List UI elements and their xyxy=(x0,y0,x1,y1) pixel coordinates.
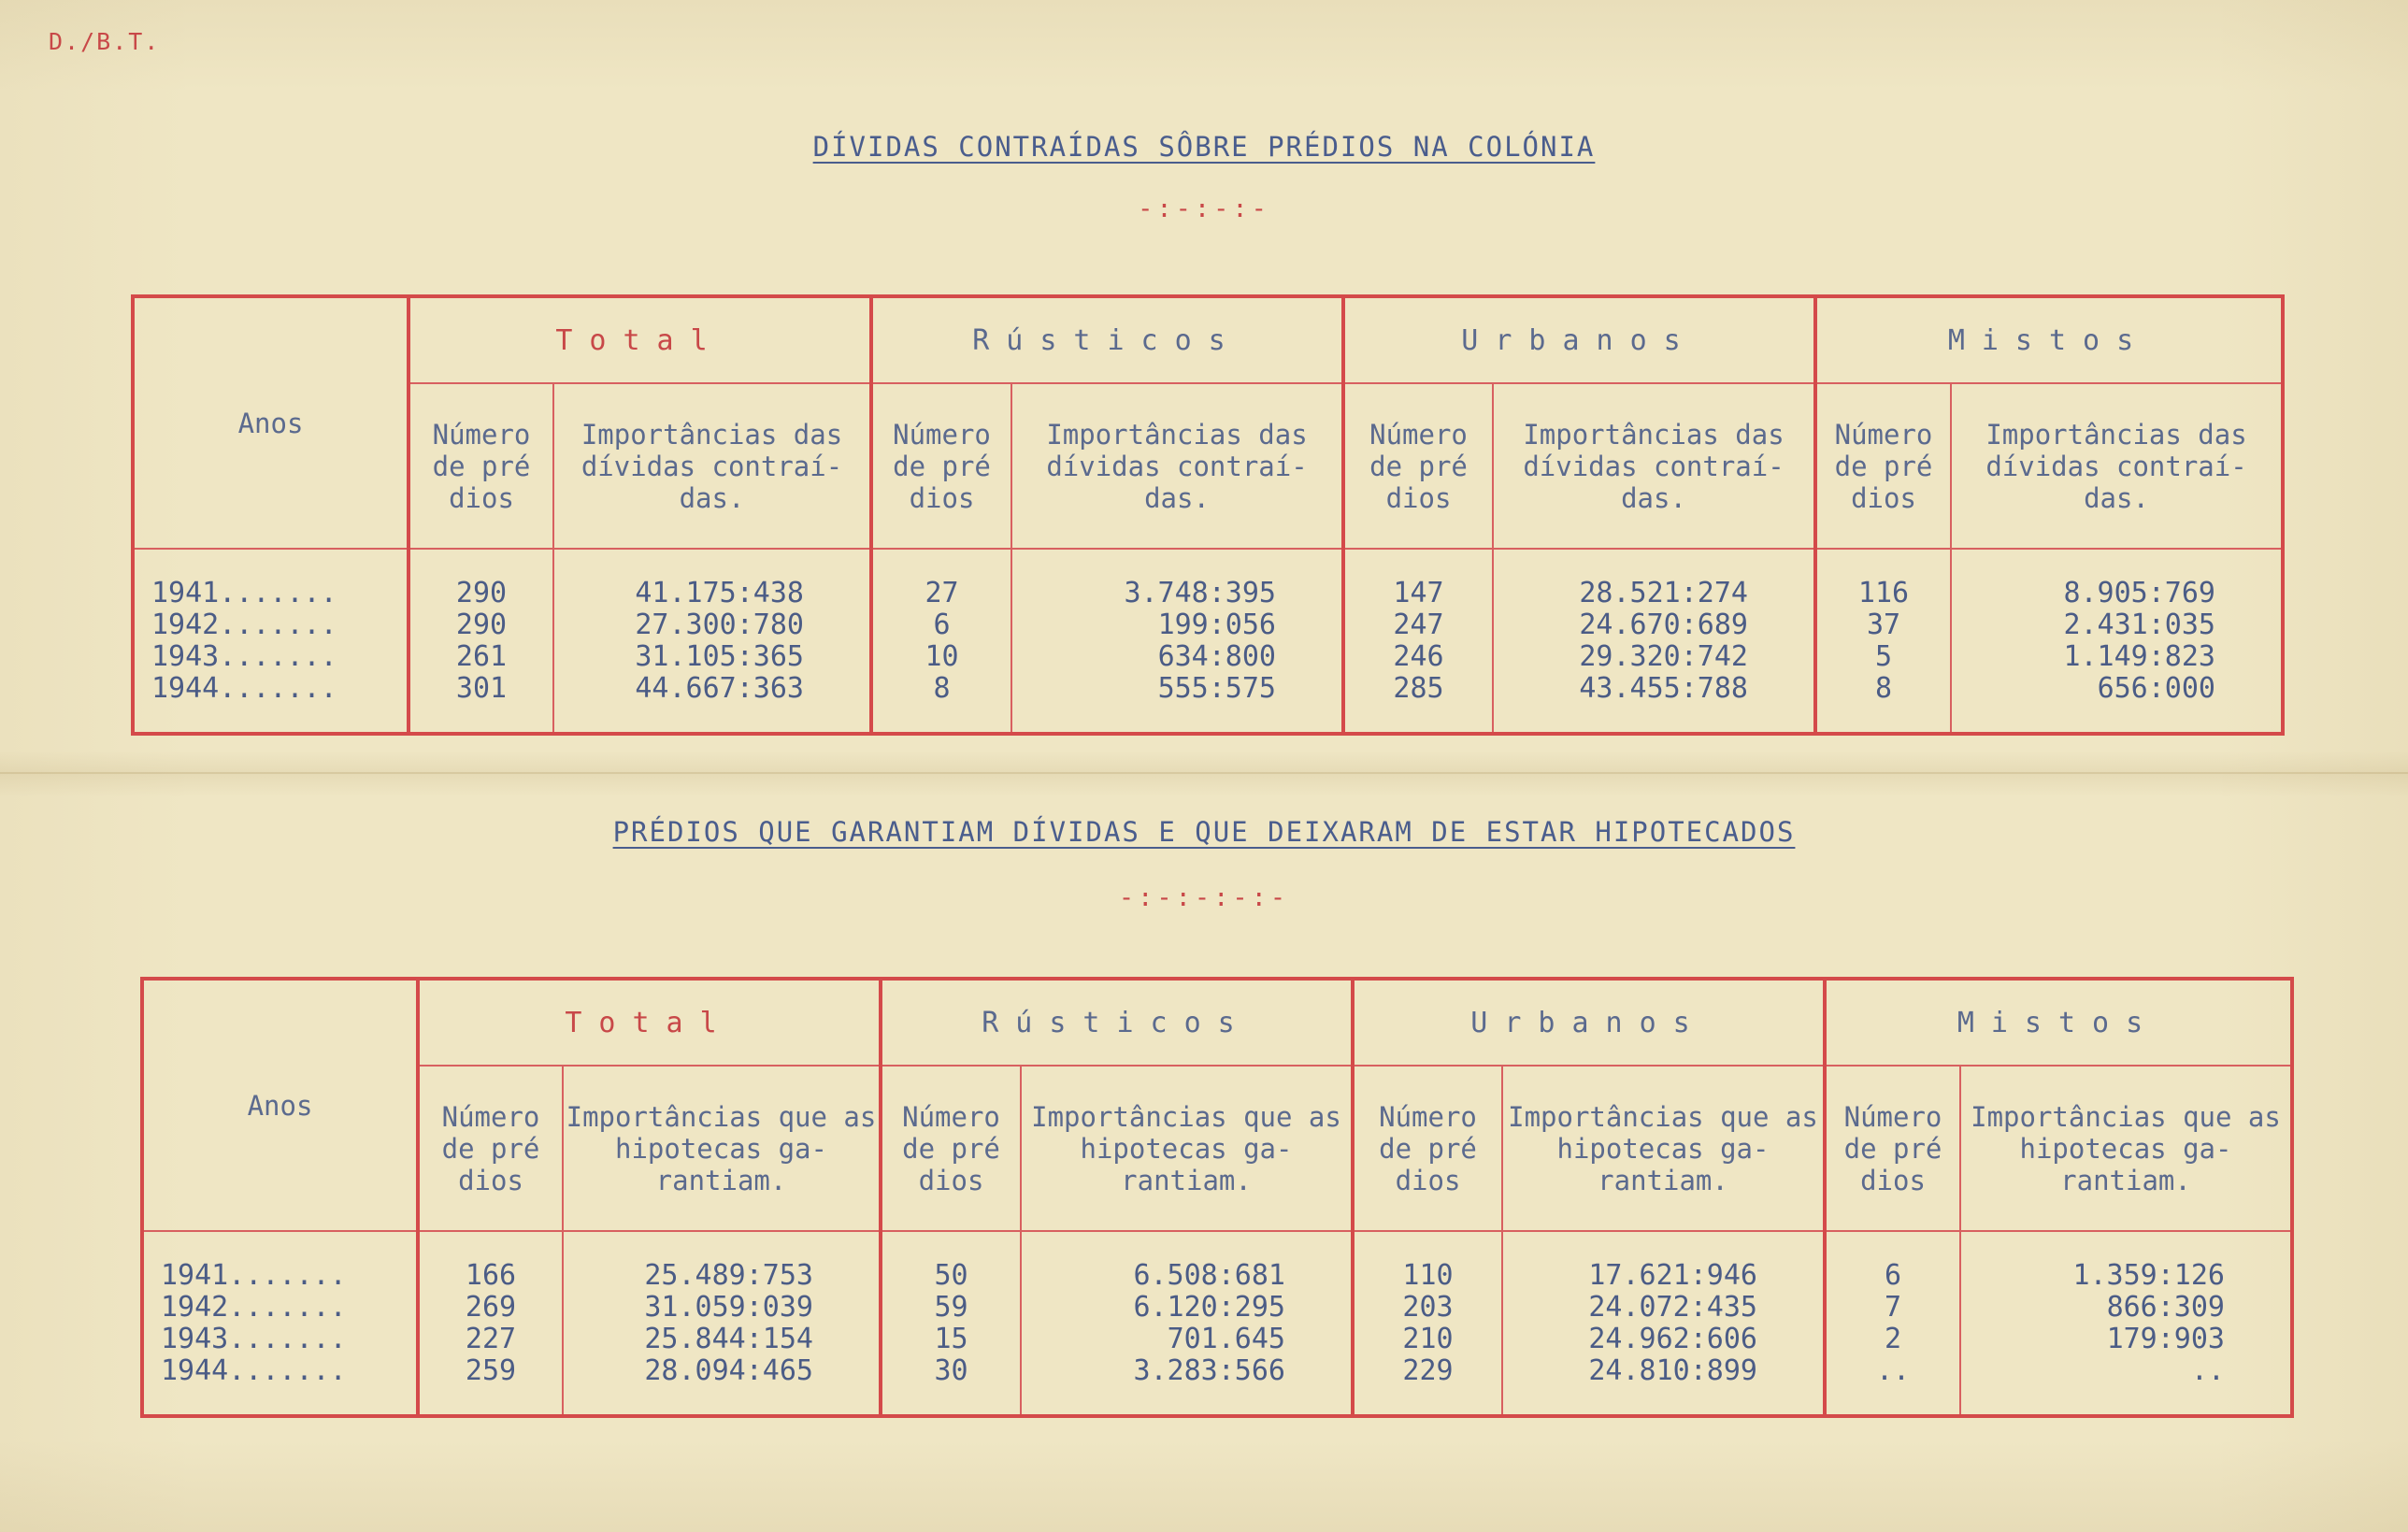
table1-mist-number-value: 5 xyxy=(1874,639,1893,673)
table2-mist-number-value: 7 xyxy=(1884,1290,1902,1324)
table1-rust-amount-value: 3.748:395 xyxy=(1124,576,1276,609)
table1-mist-amount-value: 656:000 xyxy=(2097,671,2215,705)
table2-mist-amount-value: .. xyxy=(2190,1353,2225,1387)
table2-header-total-amount: Importâncias que as hipotecas ga- rantiam. xyxy=(563,1066,881,1231)
table1-urb-number-value: 247 xyxy=(1393,608,1444,641)
table1-mist-number-value: 8 xyxy=(1874,671,1893,705)
table2-mist-number-value: .. xyxy=(1875,1353,1911,1387)
table1-urb-amount-value: 24.670:689 xyxy=(1579,608,1748,641)
table2-rust-amount-value: 6.120:295 xyxy=(1133,1290,1285,1324)
table1-mist-number-value: 37 xyxy=(1866,608,1901,641)
table1-urb-number-cell xyxy=(1343,549,1493,734)
table1-urb-amount-value: 29.320:742 xyxy=(1579,639,1748,673)
table2-total-number-value: 227 xyxy=(465,1322,517,1355)
table2-urb-amount-value: 17.621:946 xyxy=(1588,1258,1757,1292)
table2-total-amount-value: 25.844:154 xyxy=(644,1322,813,1355)
table1-header-total-amount: Importâncias das dívidas contraí- das. xyxy=(553,383,871,549)
table2-urb-number-value: 210 xyxy=(1402,1322,1454,1355)
table1-rust-number-value: 27 xyxy=(924,576,959,609)
table2-total-amount-value: 28.094:465 xyxy=(644,1353,813,1387)
table1-years-header: Anos xyxy=(133,296,408,549)
table2-years-value: 1942....... xyxy=(161,1290,347,1324)
table1-rust-number-value: 10 xyxy=(924,639,959,673)
table2-rust-number-value: 30 xyxy=(934,1353,968,1387)
table1-years-value: 1942....... xyxy=(151,608,337,641)
table2-rust-number-value: 59 xyxy=(934,1290,968,1324)
paper-fold xyxy=(0,772,2408,774)
table2-group-rusticos: Rústicos xyxy=(881,979,1353,1066)
table1-header-total-number: Número de pré dios xyxy=(408,383,553,549)
table1-mist-number-cell xyxy=(1815,549,1951,734)
table2-urb-amount-value: 24.072:435 xyxy=(1588,1290,1757,1324)
table1-header-urb-amount: Importâncias das dívidas contraí- das. xyxy=(1493,383,1815,549)
table2 xyxy=(140,977,2294,1418)
table2-rust-number-value: 15 xyxy=(934,1322,968,1355)
table1-rust-amount-value: 634:800 xyxy=(1157,639,1276,673)
table1-urb-amount-value: 43.455:788 xyxy=(1579,671,1748,705)
table1-header-rust-number: Número de pré dios xyxy=(871,383,1011,549)
table2-group-mistos: Mistos xyxy=(1825,979,2292,1066)
document-reference: D./B.T. xyxy=(49,28,161,55)
table2-header-urb-amount: Importâncias que as hipotecas ga- rantiam. xyxy=(1502,1066,1825,1231)
table1-years-cell xyxy=(133,549,408,734)
table1-mist-amount-value: 1.149:823 xyxy=(2063,639,2215,673)
table2-urb-number-value: 110 xyxy=(1402,1258,1454,1292)
table2-urb-amount-value: 24.810:899 xyxy=(1588,1353,1757,1387)
table1-rust-number-value: 8 xyxy=(933,671,951,705)
table2-mist-amount-value: 866:309 xyxy=(2106,1290,2225,1324)
table1-group-urbanos: Urbanos xyxy=(1343,296,1815,383)
table1-urb-amount-value: 28.521:274 xyxy=(1579,576,1748,609)
table2-group-urbanos: Urbanos xyxy=(1353,979,1825,1066)
table1-total-amount-value: 31.105:365 xyxy=(635,639,804,673)
table2-rust-amount-value: 6.508:681 xyxy=(1133,1258,1285,1292)
table2-urb-number-cell xyxy=(1353,1231,1502,1416)
table2-urb-number-value: 229 xyxy=(1402,1353,1454,1387)
table2-total-number-value: 166 xyxy=(465,1258,517,1292)
table2-urb-amount-cell xyxy=(1502,1231,1825,1416)
table2-urb-number-value: 203 xyxy=(1402,1290,1454,1324)
table2-urb-amount-value: 24.962:606 xyxy=(1588,1322,1757,1355)
table2-header-total-number: Número de pré dios xyxy=(418,1066,563,1231)
table1-years-value: 1944....... xyxy=(151,671,337,705)
table2-years-value: 1941....... xyxy=(161,1258,347,1292)
table2-rust-amount-cell xyxy=(1021,1231,1353,1416)
table1 xyxy=(131,294,2285,736)
table1-total-number-value: 290 xyxy=(455,576,508,609)
table2-years-header: Anos xyxy=(142,979,418,1231)
table1-total-amount-value: 41.175:438 xyxy=(635,576,804,609)
table2-mist-number-value: 6 xyxy=(1884,1258,1902,1292)
table1-header-urb-number: Número de pré dios xyxy=(1343,383,1493,549)
table2-group-total: Total xyxy=(418,979,881,1066)
table1-rust-amount-cell xyxy=(1011,549,1343,734)
table2-years-value: 1944....... xyxy=(161,1353,347,1387)
table1-total-number-value: 290 xyxy=(455,608,508,641)
table2-total-number-value: 259 xyxy=(465,1353,517,1387)
table1-total-amount-value: 44.667:363 xyxy=(635,671,804,705)
table1-urb-number-value: 285 xyxy=(1393,671,1444,705)
table1-header-mist-number: Número de pré dios xyxy=(1815,383,1951,549)
table2-header-mist-amount: Importâncias que as hipotecas ga- rantiam. xyxy=(1960,1066,2292,1231)
table1-total-number-value: 301 xyxy=(455,671,508,705)
table2-total-number-cell xyxy=(418,1231,563,1416)
table2-header-mist-number: Número de pré dios xyxy=(1825,1066,1960,1231)
table1-mist-amount-value: 2.431:035 xyxy=(2063,608,2215,641)
table1-urb-number-value: 246 xyxy=(1393,639,1444,673)
table2-title: PRÉDIOS QUE GARANTIAM DÍVIDAS E QUE DEIXARAM DE ESTAR HIPOTECADOS xyxy=(612,816,1796,848)
table2-rust-amount-value: 701.645 xyxy=(1167,1322,1285,1355)
table2-rust-amount-value: 3.283:566 xyxy=(1133,1353,1285,1387)
table2-mist-number-value: 2 xyxy=(1884,1322,1902,1355)
table1-rust-amount-value: 199:056 xyxy=(1157,608,1276,641)
table1-total-amount-cell xyxy=(553,549,871,734)
table2-mist-number-cell xyxy=(1825,1231,1960,1416)
table2-total-number-value: 269 xyxy=(465,1290,517,1324)
table1-rust-number-value: 6 xyxy=(933,608,951,641)
table2-total-amount-value: 25.489:753 xyxy=(644,1258,813,1292)
table2-mist-amount-value: 179:903 xyxy=(2106,1322,2225,1355)
table2-years-cell xyxy=(142,1231,418,1416)
table2-mist-amount-cell xyxy=(1960,1231,2292,1416)
table1-header-mist-amount: Importâncias das dívidas contraí- das. xyxy=(1951,383,2283,549)
table1-years-value: 1941....... xyxy=(151,576,337,609)
table1-total-amount-value: 27.300:780 xyxy=(635,608,804,641)
table1-urb-number-value: 147 xyxy=(1393,576,1444,609)
table2-total-amount-cell xyxy=(563,1231,881,1416)
table1-mist-number-value: 116 xyxy=(1857,576,1910,609)
table1-title: DÍVIDAS CONTRAÍDAS SÔBRE PRÉDIOS NA COLÓNIA xyxy=(812,131,1596,163)
table1-group-total: Total xyxy=(408,296,871,383)
table2-header-rust-amount: Importâncias que as hipotecas ga- rantiam. xyxy=(1021,1066,1353,1231)
table2-header-rust-number: Número de pré dios xyxy=(881,1066,1021,1231)
table1-years-value: 1943....... xyxy=(151,639,337,673)
table2-total-amount-value: 31.059:039 xyxy=(644,1290,813,1324)
table1-rust-amount-value: 555:575 xyxy=(1157,671,1276,705)
table1-total-number-value: 261 xyxy=(455,639,508,673)
table2-years-value: 1943....... xyxy=(161,1322,347,1355)
table2-rust-number-cell xyxy=(881,1231,1021,1416)
table1-mist-amount-value: 8.905:769 xyxy=(2063,576,2215,609)
table2-mist-amount-value: 1.359:126 xyxy=(2072,1258,2225,1292)
table2-rust-number-value: 50 xyxy=(934,1258,968,1292)
table2-divider: -:-:-:-:- xyxy=(1118,883,1290,912)
table1-group-mistos: Mistos xyxy=(1815,296,2283,383)
table2-header-urb-number: Número de pré dios xyxy=(1353,1066,1502,1231)
table1-mist-amount-cell xyxy=(1951,549,2283,734)
table1-divider: -:-:-:- xyxy=(1138,194,1270,223)
table1-group-rusticos: Rústicos xyxy=(871,296,1343,383)
table1-total-number-cell xyxy=(408,549,553,734)
table1-rust-number-cell xyxy=(871,549,1011,734)
table1-urb-amount-cell xyxy=(1493,549,1815,734)
table1-header-rust-amount: Importâncias das dívidas contraí- das. xyxy=(1011,383,1343,549)
